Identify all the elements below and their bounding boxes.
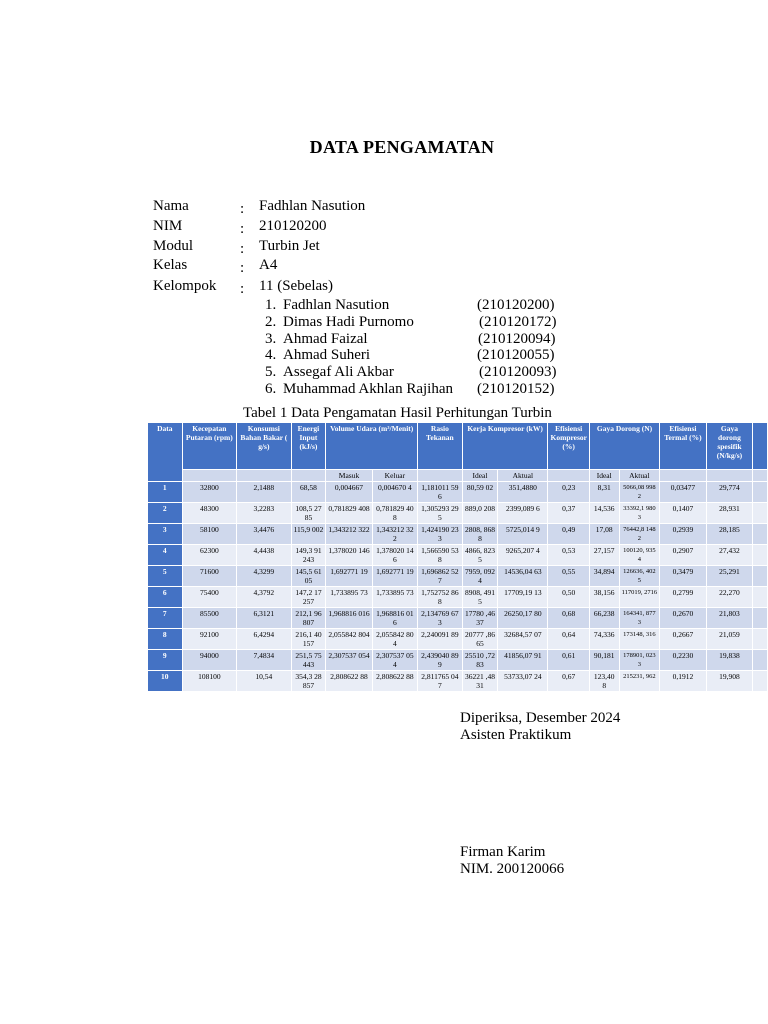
table-row <box>148 545 768 566</box>
member-nim: (210120172) <box>479 314 557 330</box>
info-colon: : <box>240 260 245 276</box>
member-nim: (210120152) <box>477 381 555 397</box>
info-colon: : <box>240 241 245 257</box>
table-cell-k_aktual: 53733,07 24 <box>498 671 548 692</box>
table-cell-masuk: 0,781829 408 <box>326 503 372 524</box>
table-cell-rpm: 62300 <box>182 545 237 566</box>
info-label: Kelas <box>153 257 188 273</box>
table-cell-g_ideal: 14,536 <box>589 503 619 524</box>
table-cell-spes: 19,838 <box>706 650 753 671</box>
table-row <box>148 608 768 629</box>
table-cell-termal: 0,2230 <box>660 650 707 671</box>
subheader-aktual-gaya: Aktual <box>619 470 660 482</box>
observation-table <box>147 422 768 692</box>
table-cell-k_ideal: 80,59 02 <box>462 482 498 503</box>
table-cell-bb: 6,4294 <box>237 629 291 650</box>
table-cell-rasio: 2,439040 899 <box>418 650 463 671</box>
member-name: Ahmad Suheri <box>283 347 371 363</box>
table-cell-termal: 0,03477 <box>660 482 707 503</box>
table-cell-bb: 3,2283 <box>237 503 291 524</box>
table-cell-termal: 0,1912 <box>660 671 707 692</box>
table-cell-no: 4 <box>148 545 183 566</box>
table-cell-keluar: 1,692771 19 <box>372 566 417 587</box>
subheader-empty <box>660 470 707 482</box>
table-cell-k_ideal: 889,0 208 <box>462 503 498 524</box>
table-cell-rasio: 1,696862 527 <box>418 566 463 587</box>
table-cell-bb: 6,3121 <box>237 608 291 629</box>
table-cell-bb: 7,4834 <box>237 650 291 671</box>
subheader-masuk: Masuk <box>326 470 372 482</box>
table-cell-eff: 0,61 <box>548 650 589 671</box>
table-cell-masuk: 2,808622 88 <box>326 671 372 692</box>
table-cell-masuk: 1,968816 016 <box>326 608 372 629</box>
table-cell-spes: 19,908 <box>706 671 753 692</box>
table-row <box>148 524 768 545</box>
table-cell-keluar: 1,733895 73 <box>372 587 417 608</box>
table-cell-g_aktual: 178901, 0233 <box>619 650 660 671</box>
info-value: 210120200 <box>259 218 327 234</box>
table-cell-cut-off <box>753 629 768 650</box>
table-cell-rasio: 2,134769 673 <box>418 608 463 629</box>
header-kecepatan: Kecepatan Putaran (rpm) <box>182 423 237 470</box>
table-cell-no: 8 <box>148 629 183 650</box>
table-cell-cut-off <box>753 671 768 692</box>
assistant-role: Asisten Praktikum <box>460 727 572 743</box>
table-cell-k_ideal: 36221 ,4831 <box>462 671 498 692</box>
table-cell-keluar: 0,781829 408 <box>372 503 417 524</box>
table-cell-rpm: 108100 <box>182 671 237 692</box>
member-name: Fadhlan Nasution <box>283 297 390 313</box>
table-row <box>148 671 768 692</box>
table-cell-eff: 0,49 <box>548 524 589 545</box>
table-cell-cut-off <box>753 503 768 524</box>
info-label: Nama <box>153 198 189 214</box>
table-cell-termal: 0,2799 <box>660 587 707 608</box>
table-cell-rpm: 94000 <box>182 650 237 671</box>
table-cell-g_ideal: 123,40 8 <box>589 671 619 692</box>
table-cell-energi: 149,3 91243 <box>291 545 326 566</box>
table-cell-spes: 27,432 <box>706 545 753 566</box>
table-cell-keluar: 1,968816 016 <box>372 608 417 629</box>
page-title: DATA PENGAMATAN <box>309 137 495 157</box>
table-cell-eff: 0,68 <box>548 608 589 629</box>
table-cell-k_ideal: 17780 ,4637 <box>462 608 498 629</box>
table-cell-bb: 2,1488 <box>237 482 291 503</box>
table-row <box>148 566 768 587</box>
table-cell-rasio: 2,240091 89 <box>418 629 463 650</box>
table-cell-rasio: 1,566590 538 <box>418 545 463 566</box>
table-cell-k_ideal: 25510 ,7283 <box>462 650 498 671</box>
table-cell-g_aktual: 76442,8 1482 <box>619 524 660 545</box>
table-cell-eff: 0,23 <box>548 482 589 503</box>
info-label: Modul <box>153 238 194 254</box>
member-number: 6. <box>265 381 277 397</box>
table-cell-eff: 0,37 <box>548 503 589 524</box>
table-cell-k_ideal: 2808, 8688 <box>462 524 498 545</box>
table-cell-spes: 25,291 <box>706 566 753 587</box>
table-cell-k_aktual: 32684,57 07 <box>498 629 548 650</box>
member-number: 2. <box>265 314 277 330</box>
table-cell-cut-off <box>753 650 768 671</box>
table-cell-no: 9 <box>148 650 183 671</box>
table-cell-g_ideal: 8,31 <box>589 482 619 503</box>
member-name: Assegaf Ali Akbar <box>283 364 394 380</box>
table-cell-k_ideal: 8908, 4915 <box>462 587 498 608</box>
info-colon: : <box>240 201 245 217</box>
table-cell-cut-off <box>753 545 768 566</box>
table-cell-termal: 0,2670 <box>660 608 707 629</box>
table-cell-cut-off <box>753 608 768 629</box>
subheader-empty <box>182 470 237 482</box>
member-nim: (210120055) <box>477 347 555 363</box>
header-volume: Volume Udara (m³/Menit) <box>326 423 418 470</box>
subheader-empty <box>753 470 768 482</box>
table-row <box>148 482 768 503</box>
table-cell-energi: 147,2 17257 <box>291 587 326 608</box>
table-cell-eff: 0,53 <box>548 545 589 566</box>
table-cell-energi: 216,1 40157 <box>291 629 326 650</box>
table-cell-rpm: 75400 <box>182 587 237 608</box>
table-cell-energi: 108,5 2785 <box>291 503 326 524</box>
table-cell-masuk: 0,004667 <box>326 482 372 503</box>
header-konsumsi: Konsumsi Bahan Bakar ( g/s) <box>237 423 291 470</box>
table-cell-g_ideal: 17,08 <box>589 524 619 545</box>
table-cell-k_aktual: 5725,014 9 <box>498 524 548 545</box>
table-cell-g_aktual: 126636, 4025 <box>619 566 660 587</box>
table-cell-g_ideal: 90,181 <box>589 650 619 671</box>
table-cell-energi: 251,5 75443 <box>291 650 326 671</box>
table-cell-rasio: 1,752752 868 <box>418 587 463 608</box>
member-nim: (210120200) <box>477 297 555 313</box>
table-cell-g_ideal: 66,238 <box>589 608 619 629</box>
checked-date: Diperiksa, Desember 2024 <box>460 710 621 726</box>
table-cell-spes: 21,803 <box>706 608 753 629</box>
subheader-empty <box>418 470 463 482</box>
table-cell-k_aktual: 9265,207 4 <box>498 545 548 566</box>
table-cell-bb: 10,54 <box>237 671 291 692</box>
subheader-ideal: Ideal <box>462 470 498 482</box>
info-colon: : <box>240 281 245 297</box>
header-rasio: Rasio Tekanan <box>418 423 463 470</box>
table-cell-rasio: 1,181011 596 <box>418 482 463 503</box>
table-cell-energi: 212,1 96807 <box>291 608 326 629</box>
table-cell-spes: 29,774 <box>706 482 753 503</box>
info-value: A4 <box>259 257 278 273</box>
table-cell-k_aktual: 14536,04 63 <box>498 566 548 587</box>
table-cell-no: 10 <box>148 671 183 692</box>
member-name: Muhammad Akhlan Rajihan <box>283 381 453 397</box>
table-cell-g_aktual: 5066,08 9982 <box>619 482 660 503</box>
table-cell-g_ideal: 38,156 <box>589 587 619 608</box>
table-subheader-row <box>148 470 768 482</box>
table-cell-termal: 0,2667 <box>660 629 707 650</box>
table-cell-eff: 0,64 <box>548 629 589 650</box>
table-cell-k_ideal: 4866, 8235 <box>462 545 498 566</box>
table-caption: Tabel 1 Data Pengamatan Hasil Perhitungan Turbin <box>243 405 552 421</box>
table-cell-k_aktual: 41856,07 91 <box>498 650 548 671</box>
table-cell-no: 6 <box>148 587 183 608</box>
header-kerja: Kerja Kompresor (kW) <box>462 423 548 470</box>
header-gaya-spesifik: Gaya dorong spesifik (N/kg/s) <box>706 423 753 470</box>
info-label: Kelompok <box>153 278 217 294</box>
member-number: 1. <box>265 297 277 313</box>
table-cell-eff: 0,55 <box>548 566 589 587</box>
table-cell-rpm: 48300 <box>182 503 237 524</box>
table-cell-bb: 3,4476 <box>237 524 291 545</box>
header-data: Data <box>148 423 183 482</box>
table-cell-no: 7 <box>148 608 183 629</box>
table-cell-termal: 0,2907 <box>660 545 707 566</box>
table-cell-termal: 0,2939 <box>660 524 707 545</box>
table-body <box>148 482 768 692</box>
table-cell-g_ideal: 34,894 <box>589 566 619 587</box>
table-cell-energi: 354,3 28857 <box>291 671 326 692</box>
table-cell-eff: 0,67 <box>548 671 589 692</box>
table-cell-cut-off <box>753 566 768 587</box>
member-number: 4. <box>265 347 277 363</box>
table-cell-masuk: 1,733895 73 <box>326 587 372 608</box>
table-cell-keluar: 2,307537 054 <box>372 650 417 671</box>
info-value: Turbin Jet <box>259 238 320 254</box>
info-value: Fadhlan Nasution <box>259 198 366 214</box>
table-cell-rpm: 71600 <box>182 566 237 587</box>
table-cell-k_ideal: 7959, 0924 <box>462 566 498 587</box>
table-header-row <box>148 423 768 470</box>
table-cell-g_aktual: 173148, 316 <box>619 629 660 650</box>
table-cell-energi: 145,5 6105 <box>291 566 326 587</box>
table-cell-eff: 0,50 <box>548 587 589 608</box>
table-cell-no: 2 <box>148 503 183 524</box>
table-cell-rasio: 2,811765 047 <box>418 671 463 692</box>
table-cell-g_aktual: 164341, 8773 <box>619 608 660 629</box>
table-cell-g_aktual: 117019, 2716 <box>619 587 660 608</box>
assistant-nim: NIM. 200120066 <box>460 861 565 877</box>
table-cell-masuk: 2,055842 804 <box>326 629 372 650</box>
table-cell-k_aktual: 26250,17 80 <box>498 608 548 629</box>
table-cell-g_aktual: 215231, 962 <box>619 671 660 692</box>
header-gaya-dorong: Gaya Dorong (N) <box>589 423 659 470</box>
table-cell-keluar: 0,004670 4 <box>372 482 417 503</box>
member-name: Dimas Hadi Purnomo <box>283 314 414 330</box>
table-cell-g_aktual: 100120, 9354 <box>619 545 660 566</box>
table-cell-masuk: 1,378020 146 <box>326 545 372 566</box>
table-cell-g_aktual: 33392,1 9803 <box>619 503 660 524</box>
table-cell-bb: 4,3299 <box>237 566 291 587</box>
table-cell-spes: 28,185 <box>706 524 753 545</box>
table-cell-cut-off <box>753 587 768 608</box>
table-cell-energi: 68,58 <box>291 482 326 503</box>
table-row <box>148 503 768 524</box>
table-cell-bb: 4,4438 <box>237 545 291 566</box>
table-cell-masuk: 2,307537 054 <box>326 650 372 671</box>
table-cell-k_aktual: 17709,19 13 <box>498 587 548 608</box>
table-row <box>148 587 768 608</box>
header-energi: Energi Input (kJ/s) <box>291 423 326 470</box>
table-cell-g_ideal: 27,157 <box>589 545 619 566</box>
table-cell-k_aktual: 2399,089 6 <box>498 503 548 524</box>
table-cell-rpm: 85500 <box>182 608 237 629</box>
table-cell-rasio: 1,424190 233 <box>418 524 463 545</box>
table-cell-cut-off <box>753 482 768 503</box>
header-cut-off <box>753 423 768 470</box>
table-cell-termal: 0,1407 <box>660 503 707 524</box>
table-row <box>148 650 768 671</box>
subheader-ideal-gaya: Ideal <box>589 470 619 482</box>
info-label: NIM <box>153 218 183 234</box>
table-cell-spes: 22,270 <box>706 587 753 608</box>
subheader-empty <box>706 470 753 482</box>
table-cell-rpm: 32800 <box>182 482 237 503</box>
subheader-empty <box>548 470 589 482</box>
info-colon: : <box>240 221 245 237</box>
table-cell-no: 5 <box>148 566 183 587</box>
table-cell-k_aktual: 351,4880 <box>498 482 548 503</box>
table-cell-keluar: 2,808622 88 <box>372 671 417 692</box>
table-cell-termal: 0,3479 <box>660 566 707 587</box>
header-efisiensi-kompresor: Efisiensi Kompresor (%) <box>548 423 589 470</box>
subheader-empty <box>237 470 291 482</box>
member-number: 3. <box>265 331 277 347</box>
subheader-aktual: Aktual <box>498 470 548 482</box>
member-nim: (210120094) <box>478 331 556 347</box>
table-cell-spes: 21,059 <box>706 629 753 650</box>
table-cell-rasio: 1,305293 295 <box>418 503 463 524</box>
table-cell-spes: 28,931 <box>706 503 753 524</box>
header-efisiensi-termal: Efisiensi Termal (%) <box>660 423 707 470</box>
assistant-name: Firman Karim <box>460 844 546 860</box>
table-cell-masuk: 1,343212 322 <box>326 524 372 545</box>
table-cell-rpm: 92100 <box>182 629 237 650</box>
table-cell-keluar: 1,378020 146 <box>372 545 417 566</box>
table-cell-k_ideal: 20777 ,8665 <box>462 629 498 650</box>
table-cell-masuk: 1,692771 19 <box>326 566 372 587</box>
table-cell-no: 1 <box>148 482 183 503</box>
table-cell-bb: 4,3792 <box>237 587 291 608</box>
table-cell-keluar: 1,343212 322 <box>372 524 417 545</box>
info-value: 11 (Sebelas) <box>259 278 334 294</box>
member-nim: (210120093) <box>479 364 557 380</box>
table-cell-keluar: 2,055842 804 <box>372 629 417 650</box>
subheader-empty <box>291 470 326 482</box>
table-row <box>148 629 768 650</box>
table-cell-rpm: 58100 <box>182 524 237 545</box>
table-cell-cut-off <box>753 524 768 545</box>
table-cell-energi: 115,9 002 <box>291 524 326 545</box>
member-name: Ahmad Faizal <box>283 331 368 347</box>
table-cell-g_ideal: 74,336 <box>589 629 619 650</box>
subheader-keluar: Keluar <box>372 470 417 482</box>
table-cell-no: 3 <box>148 524 183 545</box>
member-number: 5. <box>265 364 277 380</box>
